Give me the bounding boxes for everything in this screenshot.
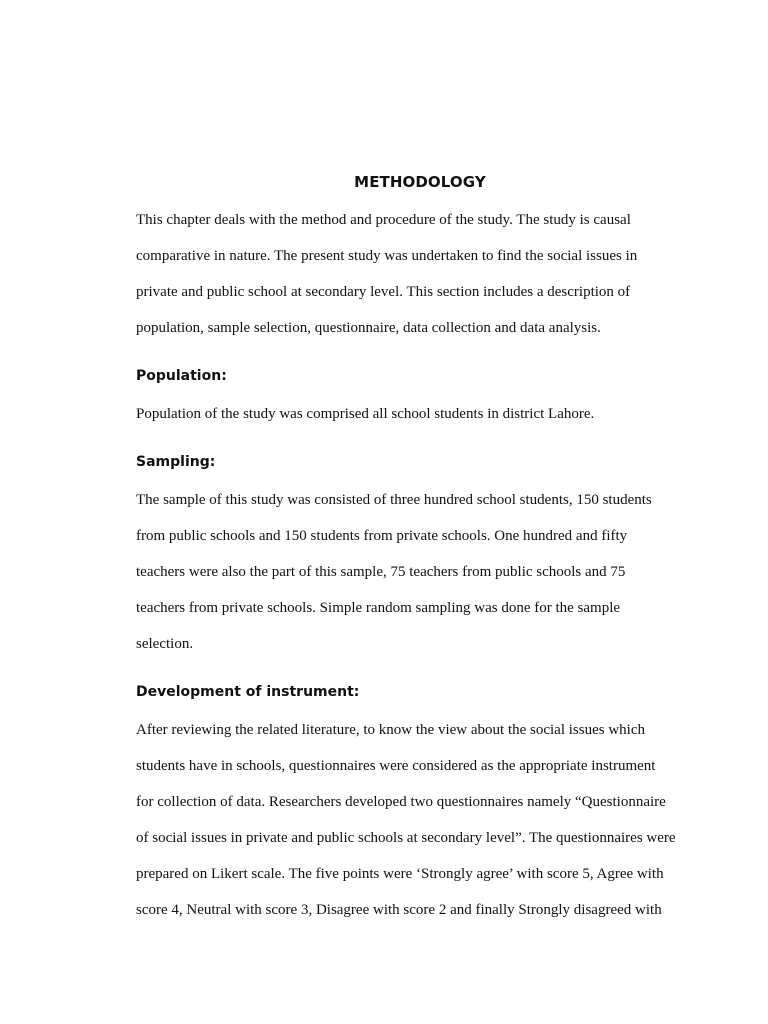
instrument-paragraph	[136, 712, 696, 928]
paragraph-line: comparative in nature. The present study was undertaken to find the social issues in	[136, 248, 638, 264]
paragraph-line: selection.	[136, 636, 194, 652]
paragraph-line: teachers from private schools. Simple random sampling was done for the sample	[136, 600, 621, 616]
paragraph-line: teachers were also the part of this sample, 75 teachers from public schools and 75	[136, 564, 626, 580]
section-heading-development-of-instrument: Development of instrument:	[136, 684, 360, 700]
paragraph-line: for collection of data. Researchers developed two questionnaires namely “Questionnaire	[136, 794, 666, 810]
paragraph-line: prepared on Likert scale. The five points were ‘Strongly agree’ with score 5, Agree with	[136, 866, 664, 882]
section-heading-sampling: Sampling:	[136, 454, 216, 470]
population-paragraph	[136, 396, 696, 432]
page-title: METHODOLOGY	[354, 173, 486, 191]
paragraph-line: of social issues in private and public schools at secondary level”. The questionnaires were	[136, 830, 676, 846]
paragraph-line: from public schools and 150 students from private schools. One hundred and fifty	[136, 528, 628, 544]
paragraph-line: This chapter deals with the method and procedure of the study. The study is causal	[136, 212, 631, 228]
paragraph-line: The sample of this study was consisted of three hundred school students, 150 students	[136, 492, 652, 508]
paragraph-line: private and public school at secondary level. This section includes a description of	[136, 284, 631, 300]
paragraph-line: After reviewing the related literature, to know the view about the social issues which	[136, 722, 646, 738]
paragraph-line: population, sample selection, questionnaire, data collection and data analysis.	[136, 320, 601, 336]
paragraph-line: Population of the study was comprised all school students in district Lahore.	[136, 406, 595, 422]
document-body	[136, 168, 696, 928]
sampling-paragraph	[136, 482, 696, 662]
paragraph-line: students have in schools, questionnaires were considered as the appropriate instrument	[136, 758, 656, 774]
paragraph-line: score 4, Neutral with score 3, Disagree with score 2 and finally Strongly disagreed with	[136, 902, 662, 918]
intro-paragraph	[136, 202, 696, 346]
section-heading-population: Population:	[136, 368, 227, 384]
